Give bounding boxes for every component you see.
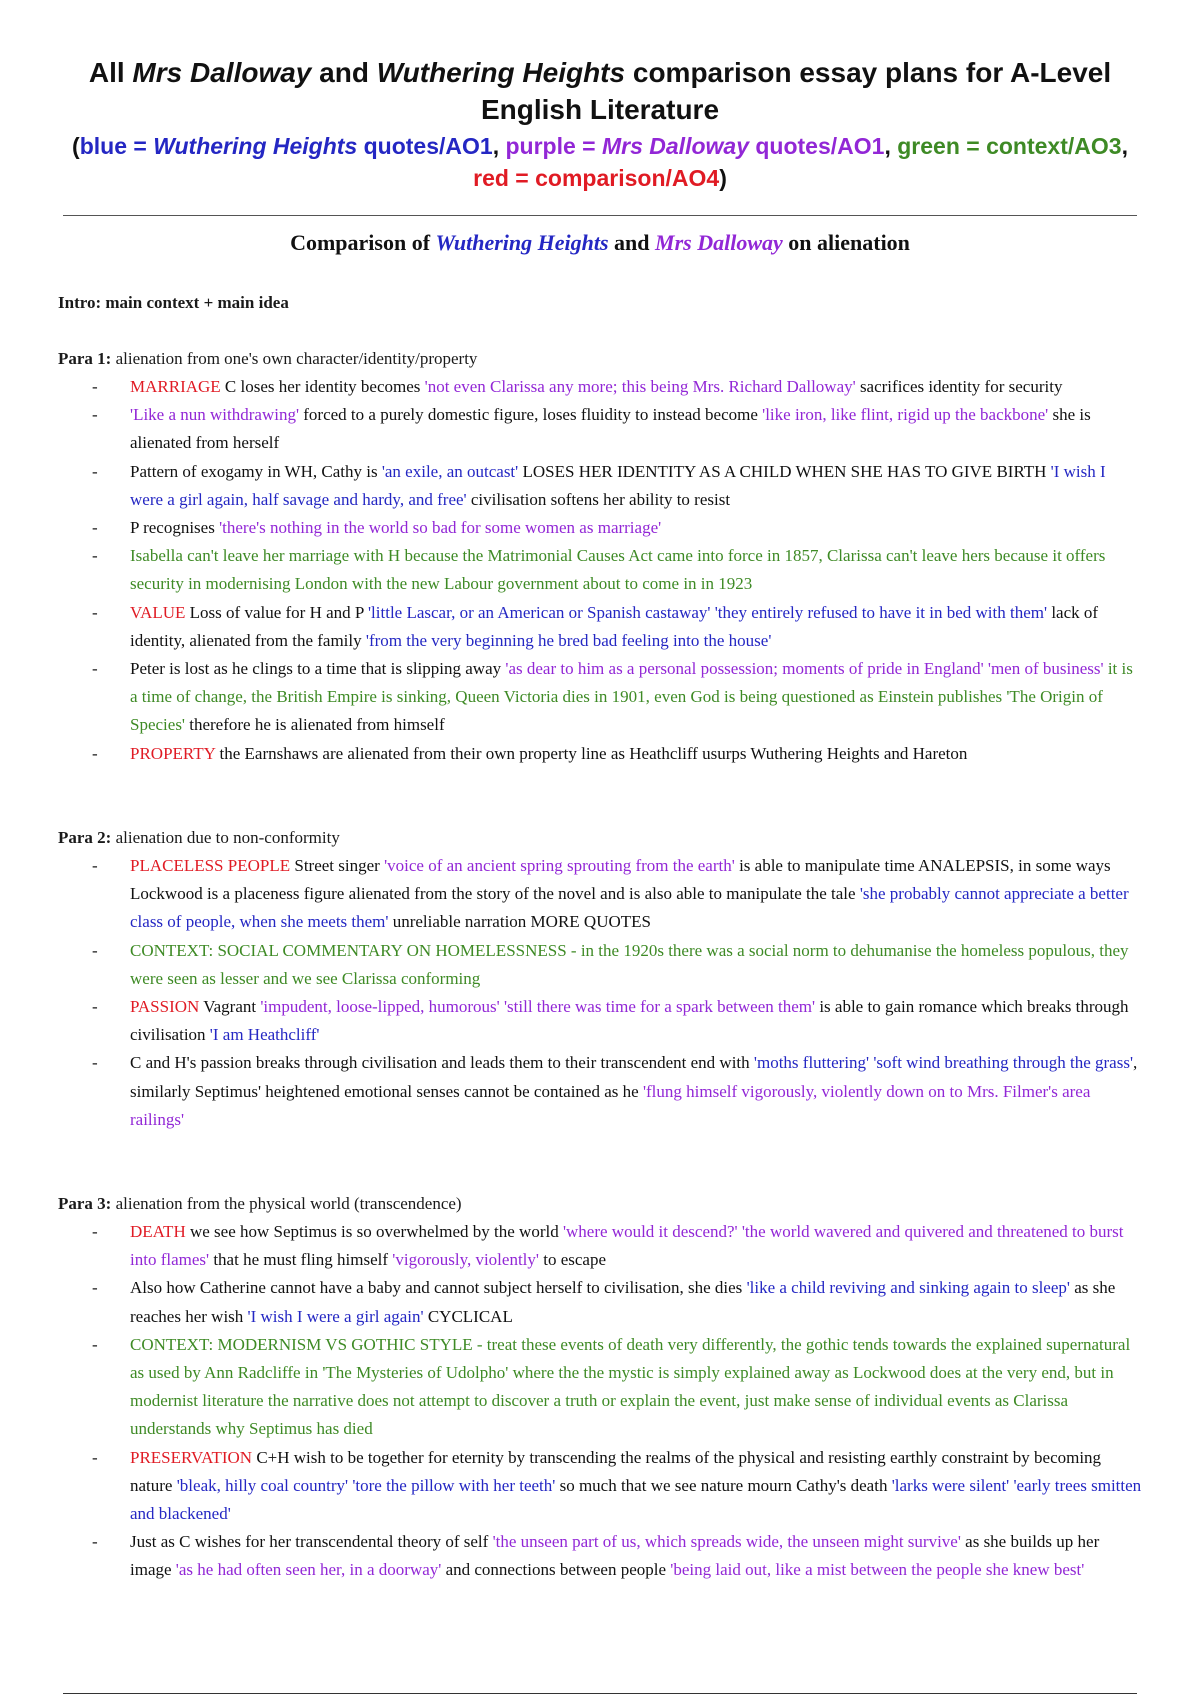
keyword: MARRIAGE xyxy=(130,377,221,396)
section-work-wuthering-heights: Wuthering Heights xyxy=(435,230,609,255)
quote-md: 'being laid out, like a mist between the people she knew best' xyxy=(670,1560,1085,1580)
quote-md: 'as dear to him as a personal possession; moments of pride in England' 'men of business' xyxy=(505,659,1104,679)
note-text: Just as C wishes for her transcendental theory of self xyxy=(130,1532,493,1552)
para-1-bullet-list xyxy=(92,373,1142,768)
note-text: and connections between people xyxy=(441,1560,671,1580)
bullet-item xyxy=(92,1528,1142,1584)
note-text: so much that we see nature mourn Cathy's death xyxy=(555,1475,892,1495)
context-text: it is a time of change, the British Empire is sinking, Queen Victoria dies in 1901, even God is being questioned as Einstein publishes 'The Origin of Species' xyxy=(130,659,1133,735)
intro-line: Intro: main context + main idea xyxy=(58,293,289,312)
quote-md: 'as he had often seen her, in a doorway' xyxy=(175,1560,442,1580)
note-text: unreliable narration MORE QUOTES xyxy=(388,912,651,932)
note-text: LOSES HER IDENTITY AS A CHILD WHEN SHE HAS TO GIVE BIRTH xyxy=(518,461,1051,481)
quote-md: 'where would it descend?' 'the world wavered and quivered and threatened to burst into flames' xyxy=(130,1222,1124,1270)
section-prefix: Comparison of xyxy=(290,230,436,255)
quote-md: 'vigorously, violently' xyxy=(392,1250,539,1270)
note-text: C+H wish to be together for eternity by transcending the realms of the physical and resisting earthly constraint by becoming nature xyxy=(130,1447,1102,1495)
bullet-item xyxy=(92,1049,1142,1134)
key-blue-label: blue = xyxy=(79,133,154,159)
bullet-item xyxy=(92,1218,1142,1274)
key-separator: , xyxy=(492,133,506,159)
bullet-item xyxy=(92,852,1142,937)
bullet-item xyxy=(92,373,1142,401)
key-purple-work: Mrs Dalloway xyxy=(601,133,749,159)
note-text: P recognises xyxy=(130,518,220,538)
keyword: PRESERVATION xyxy=(130,1447,253,1467)
key-separator: , xyxy=(884,133,898,159)
quote-wh: 'an exile, an outcast' xyxy=(381,461,519,481)
key-purple-desc: quotes/AO1 xyxy=(748,133,885,159)
para-1-label: Para 1: xyxy=(58,349,112,368)
quote-md: 'not even Clarissa any more; this being Mrs. Richard Dalloway' xyxy=(424,377,856,396)
keyword: DEATH xyxy=(130,1222,186,1241)
key-blue-work: Wuthering Heights xyxy=(153,133,358,159)
quote-wh: 'I am Heathcliff' xyxy=(209,1025,320,1045)
note-text: Also how Catherine cannot have a baby and cannot subject herself to civilisation, she dies xyxy=(130,1278,747,1298)
section-suffix: on alienation xyxy=(782,230,910,255)
title-and: and xyxy=(311,57,377,88)
note-text: Loss of value for H and P xyxy=(185,602,368,622)
key-close-paren: ) xyxy=(719,165,727,191)
note-text: Pattern of exogamy in WH, Cathy is xyxy=(130,461,382,481)
note-text: CYCLICAL xyxy=(423,1306,513,1326)
note-text: lack of identity, alienated from the family xyxy=(130,602,1099,650)
quote-wh: 'larks were silent' 'early trees smitten and blackened' xyxy=(130,1475,1142,1524)
quote-md: 'there's nothing in the world so bad for some women as marriage' xyxy=(219,518,662,538)
note-text: C loses her identity becomes xyxy=(220,377,425,396)
bullet-item xyxy=(92,655,1142,740)
quote-md: 'impudent, loose-lipped, humorous' 'still there was time for a spark between them' xyxy=(260,997,816,1017)
bullet-item xyxy=(92,514,1142,542)
note-text: Street singer xyxy=(290,856,385,875)
bullet-item xyxy=(92,458,1142,514)
key-separator: , xyxy=(1121,133,1128,159)
bullet-item xyxy=(92,937,1142,993)
context-text: CONTEXT: SOCIAL COMMENTARY ON HOMELESSNESS - in the 1920s there was a social norm to dehumanise the homeless populous, they were seen as lesser and we see Clarissa conforming xyxy=(130,940,1129,988)
note-text: as she reaches her wish xyxy=(130,1278,1116,1326)
bullet-item xyxy=(92,993,1142,1049)
quote-wh: 'I wish I were a girl again' xyxy=(247,1306,424,1326)
colour-key xyxy=(60,130,1140,194)
title-prefix: All xyxy=(88,57,133,88)
para-2-heading xyxy=(58,824,340,852)
note-text: , similarly Septimus' heightened emotional senses cannot be contained as he xyxy=(130,1053,1138,1101)
key-blue-desc: quotes/AO1 xyxy=(357,133,493,159)
note-text: therefore he is alienated from himself xyxy=(185,715,445,735)
keyword: PLACELESS PEOPLE xyxy=(130,856,291,875)
quote-wh: 'from the very beginning he bred bad feeling into the house' xyxy=(365,630,772,650)
note-text: that he must fling himself xyxy=(209,1250,393,1270)
keyword: PASSION xyxy=(130,997,200,1017)
note-text: C and H's passion breaks through civilisation and leads them to their transcendent end with xyxy=(130,1053,754,1073)
note-text: Peter is lost as he clings to a time that is slipping away xyxy=(130,659,506,679)
para-2-heading-text: alienation due to non-conformity xyxy=(111,828,340,847)
bullet-item xyxy=(92,740,1142,768)
note-text: Vagrant xyxy=(199,997,261,1017)
note-text: as she builds up her image xyxy=(130,1532,1100,1580)
note-text: is able to gain romance which breaks through civilisation xyxy=(130,997,1129,1045)
context-text: Isabella can't leave her marriage with H because the Matrimonial Causes Act came into force in 1857, Clarissa can't leave hers because it offers security in modernising London with the new Labour government about to come in in 1923 xyxy=(130,546,1106,594)
note-text: sacrifices identity for security xyxy=(855,377,1063,396)
title-work-wuthering-heights: Wuthering Heights xyxy=(376,57,626,88)
keyword: PROPERTY xyxy=(130,743,216,763)
bullet-item xyxy=(92,599,1142,655)
para-3-label: Para 3: xyxy=(58,1194,112,1213)
bullet-item xyxy=(92,542,1142,598)
note-text: the Earnshaws are alienated from their own property line as Heathcliff usurps Wuthering Heights and Hareton xyxy=(215,743,968,763)
quote-wh: 'like a child reviving and sinking again to sleep' xyxy=(746,1278,1070,1298)
note-text: to escape xyxy=(538,1250,606,1270)
para-3-bullet-list xyxy=(92,1218,1142,1585)
quote-wh: 'moths fluttering' 'soft wind breathing through the grass' xyxy=(753,1053,1134,1073)
para-2-bullet-list xyxy=(92,852,1142,1134)
section-work-mrs-dalloway: Mrs Dalloway xyxy=(655,230,783,255)
key-open-paren: ( xyxy=(72,133,80,159)
key-red: red = comparison/AO4 xyxy=(473,165,720,191)
para-1-heading xyxy=(58,345,477,373)
quote-md: 'Like a nun withdrawing' xyxy=(130,405,300,425)
quote-md: 'flung himself vigorously, violently down on to Mrs. Filmer's area railings' xyxy=(130,1081,1091,1129)
bullet-item xyxy=(92,1444,1142,1529)
note-text: we see how Septimus is so overwhelmed by the world xyxy=(185,1222,563,1241)
bullet-item xyxy=(92,1274,1142,1330)
keyword: VALUE xyxy=(130,602,186,622)
title-suffix: comparison essay plans for A-Level English Literature xyxy=(480,57,1112,125)
title-work-mrs-dalloway: Mrs Dalloway xyxy=(132,57,312,88)
quote-wh: 'little Lascar, or an American or Spanish castaway' 'they entirely refused to have it in bed with them' xyxy=(367,602,1048,622)
context-text: CONTEXT: MODERNISM VS GOTHIC STYLE - treat these events of death very differently, the gothic tends towards the explained supernatural as used by Ann Radcliffe in 'The Mysteries of Udolpho' where the the mystic is simply explained away as Lockwood does at the very end, but in modernist literature the narrative does not attempt to discover a truth or explain the event, just make sense of individual events as Clarissa understands why Septimus has died xyxy=(130,1334,1131,1439)
bottom-divider xyxy=(63,1693,1137,1694)
bullet-item xyxy=(92,401,1142,457)
top-divider xyxy=(63,215,1137,216)
section-and: and xyxy=(608,230,656,255)
note-text: she is alienated from herself xyxy=(130,405,1091,453)
section-title xyxy=(60,228,1140,258)
quote-md: 'like iron, like flint, rigid up the backbone' xyxy=(762,405,1049,425)
note-text: is able to manipulate time ANALEPSIS, in some ways Lockwood is a placeness figure alienated from the story of the novel and is also able to manipulate the tale xyxy=(130,856,1111,904)
bullet-item xyxy=(92,1331,1142,1444)
document-title xyxy=(60,54,1140,128)
quote-wh: 'bleak, hilly coal country' 'tore the pillow with her teeth' xyxy=(176,1475,556,1495)
para-3-heading-text: alienation from the physical world (transcendence) xyxy=(111,1194,462,1213)
quote-md: 'voice of an ancient spring sprouting from the earth' xyxy=(384,856,735,875)
para-3-heading xyxy=(58,1190,462,1218)
key-purple-label: purple = xyxy=(505,133,602,159)
quote-wh: 'she probably cannot appreciate a better class of people, when she meets them' xyxy=(130,884,1129,932)
note-text: civilisation softens her ability to resist xyxy=(466,489,731,509)
quote-md: 'the unseen part of us, which spreads wide, the unseen might survive' xyxy=(492,1532,961,1552)
key-green: green = context/AO3 xyxy=(897,133,1122,159)
note-text: forced to a purely domestic figure, loses fluidity to instead become xyxy=(299,405,763,425)
para-1-heading-text: alienation from one's own character/identity/property xyxy=(111,349,478,368)
quote-wh: 'I wish I were a girl again, half savage and hardy, and free' xyxy=(130,461,1106,509)
para-2-label: Para 2: xyxy=(58,828,112,847)
